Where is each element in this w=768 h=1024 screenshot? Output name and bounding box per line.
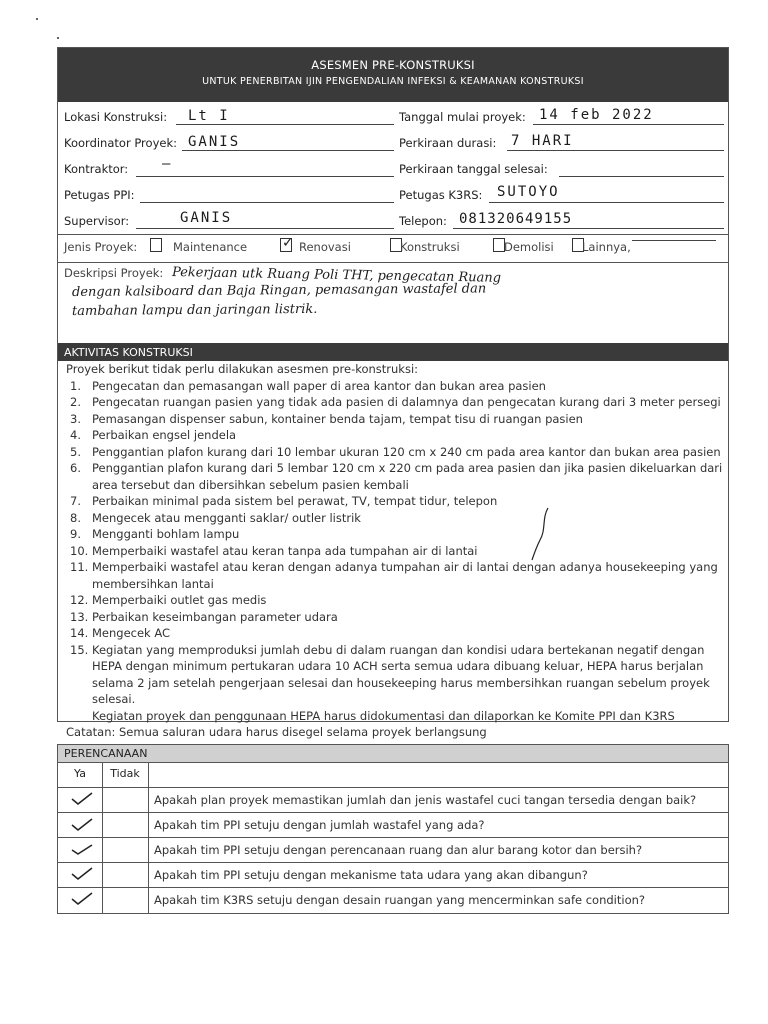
list-item: 2. Pengecatan ruangan pasien yang tidak ada pasien di dalamnya dan pengecatan kurang dari 3 meter persegi	[70, 395, 721, 409]
table-row	[58, 787, 728, 812]
form-header	[58, 48, 728, 102]
check-mark-icon: ✓	[282, 235, 294, 251]
field-lokasi[interactable]	[64, 106, 394, 128]
ya-cell[interactable]	[58, 788, 103, 812]
field-line	[140, 202, 394, 203]
field-tanggal-selesai[interactable]	[399, 158, 724, 180]
ya-cell[interactable]	[58, 838, 103, 862]
field-label: Petugas K3RS:	[399, 188, 483, 202]
question-text: Apakah tim PPI setuju dengan jumlah wastafel yang ada?	[154, 818, 485, 832]
field-line	[533, 124, 724, 125]
list-item: 10. Memperbaiki wastafel atau keran tanpa ada tumpahan air di lantai	[70, 543, 478, 558]
option-renovasi-label: Renovasi	[299, 240, 351, 254]
field-line	[507, 150, 724, 151]
field-value: 081320649155	[459, 211, 573, 227]
tidak-cell[interactable]	[102, 863, 149, 887]
check-mark-icon	[70, 815, 94, 833]
question-text: Apakah plan proyek memastikan jumlah dan jenis wastafel cuci tangan tersedia dengan baik?	[154, 793, 697, 807]
option-konstruksi-label: Konstruksi	[400, 240, 460, 254]
field-line	[489, 202, 724, 203]
field-koordinator[interactable]	[64, 132, 394, 154]
divider	[58, 234, 728, 235]
field-label: Perkiraan tanggal selesai:	[399, 162, 548, 176]
field-value: SUTOYO	[497, 184, 560, 200]
checkbox-maintenance[interactable]	[150, 238, 162, 252]
field-value: GANIS	[188, 134, 241, 150]
ya-cell[interactable]	[58, 863, 103, 887]
table-row	[58, 812, 728, 837]
field-value: –	[162, 156, 173, 172]
field-value: Lt I	[188, 108, 230, 124]
list-item: 9. Mengganti bohlam lampu	[70, 527, 240, 541]
ya-cell[interactable]	[58, 813, 103, 837]
field-value: GANIS	[180, 210, 233, 226]
tidak-cell[interactable]	[102, 838, 149, 862]
field-line	[182, 150, 394, 151]
field-line	[559, 176, 724, 177]
field-label: Perkiraan durasi:	[399, 136, 497, 150]
tidak-cell[interactable]	[102, 888, 149, 913]
tidak-cell[interactable]	[102, 788, 149, 812]
table-row	[58, 887, 728, 913]
column-header-ya: Ya	[74, 767, 86, 780]
field-supervisor[interactable]	[64, 210, 394, 232]
option-maintenance-label: Maintenance	[173, 240, 248, 254]
field-kontraktor[interactable]	[64, 158, 394, 180]
field-label: Koordinator Proyek:	[64, 136, 177, 150]
check-mark-icon	[70, 840, 94, 858]
field-petugas-ppi[interactable]	[64, 184, 394, 206]
field-label: Kontraktor:	[64, 162, 129, 176]
list-item: 14. Mengecek AC	[70, 626, 171, 640]
field-tanggal-mulai[interactable]	[399, 106, 724, 128]
check-mark-icon	[70, 865, 94, 883]
list-item: 4. Perbaikan engsel jendela	[70, 428, 237, 442]
question-text: Apakah tim K3RS setuju dengan desain ruangan yang mencerminkan safe condition?	[154, 893, 645, 907]
field-line	[453, 228, 724, 229]
aktivitas-list	[66, 378, 726, 708]
perencanaan-title: PERENCANAAN	[64, 747, 148, 760]
handwritten-line: dengan kalsiboard dan Baja Ringan, pemasangan wastafel dan	[71, 281, 487, 300]
checkbox-renovasi[interactable]	[280, 235, 294, 252]
form-subtitle: UNTUK PENERBITAN IJIN PENGENDALIAN INFEKSI & KEAMANAN KONSTRUKSI	[202, 76, 584, 87]
list-item: 1. Pengecatan dan pemasangan wall paper di area kantor dan bukan area pasien	[70, 378, 546, 393]
aktivitas-catatan: Catatan: Semua saluran udara harus disegel selama proyek berlangsung	[66, 725, 487, 739]
table-header-row	[58, 762, 728, 787]
field-value: 14 feb 2022	[539, 107, 654, 123]
column-header-tidak: Tidak	[110, 767, 140, 780]
deskripsi-label: Deskripsi Proyek:	[64, 266, 164, 280]
option-demolisi-label: Demolisi	[504, 240, 554, 254]
aktivitas-title: AKTIVITAS KONSTRUKSI	[64, 346, 193, 359]
field-line	[176, 124, 394, 125]
field-telepon[interactable]	[399, 210, 724, 232]
ya-cell[interactable]	[58, 888, 103, 913]
list-item: 13. Perbaikan keseimbangan parameter udara	[70, 609, 338, 624]
list-item: 5. Penggantian plafon kurang dari 10 lembar ukuran 120 cm x 240 cm pada area kantor dan bukan area pasien	[70, 444, 721, 459]
field-label: Supervisor:	[64, 214, 130, 228]
check-mark-icon	[70, 890, 94, 908]
aktivitas-intro: Proyek berikut tidak perlu dilakukan asesmen pre-konstruksi:	[66, 362, 419, 376]
question-text: Apakah tim PPI setuju dengan perencanaan ruang dan alur barang kotor dan bersih?	[154, 843, 643, 857]
jenis-proyek-row	[64, 235, 724, 258]
scan-speck	[57, 37, 59, 39]
lainnya-blank-line	[632, 240, 716, 241]
list-item: 11. Memperbaiki wastafel atau keran dengan adanya tumpahan air di lantai dengan adanya housekeeping yang membersihkan lantai	[70, 560, 718, 591]
field-value: 7 HARI	[511, 133, 574, 149]
perencanaan-title-bar	[58, 745, 728, 762]
field-label: Petugas PPI:	[64, 188, 135, 202]
table-row	[58, 862, 728, 887]
scan-speck	[36, 18, 38, 20]
deskripsi-proyek[interactable]	[64, 266, 724, 328]
form-title: ASESMEN PRE-KONSTRUKSI	[311, 58, 475, 72]
handwritten-line: Pekerjaan utk Ruang Poli THT, pengecatan Ruang	[171, 265, 502, 286]
field-durasi[interactable]	[399, 132, 724, 154]
jenis-proyek-label: Jenis Proyek:	[64, 240, 138, 254]
pen-stroke-mark	[526, 506, 556, 562]
table-row	[58, 837, 728, 862]
field-petugas-k3rs[interactable]	[399, 184, 724, 206]
field-line	[136, 228, 394, 229]
list-item: 6. Penggantian plafon kurang dari 5 lembar 120 cm x 220 cm pada area pasien dan jika pasien dikeluarkan dari area tersebut dan dibersihkan sebelum pasien kembali	[70, 461, 723, 492]
list-item: 12. Memperbaiki outlet gas medis	[70, 593, 267, 607]
aktivitas-title-bar	[58, 343, 728, 361]
list-item: 8. Mengecek atau mengganti saklar/ outler listrik	[70, 510, 361, 525]
field-label: Lokasi Konstruksi:	[64, 110, 168, 124]
assessment-form	[57, 47, 729, 739]
list-item: 15. Kegiatan yang memproduksi jumlah debu di dalam ruangan dan kondisi udara bertekanan negatif dengan HEPA dengan minimum pertukaran udara 10 ACH serta semua udara dibuang keluar, HEPA harus berjalan selama 2 jam setelah pengerjaan selesai dan housekeeping harus membersihkan ruangan sebelum proyek selesai.	[70, 642, 710, 706]
question-text: Apakah tim PPI setuju dengan mekanisme tata udara yang akan dibangun?	[154, 868, 588, 882]
perencanaan-table	[57, 744, 729, 914]
aktivitas-list-block	[66, 361, 726, 741]
check-mark-icon	[70, 790, 94, 808]
divider	[58, 262, 728, 263]
handwritten-line: tambahan lampu dan jaringan listrik.	[71, 301, 318, 319]
option-lainnya-label: Lainnya,	[582, 240, 631, 254]
aktivitas-note: Kegiatan proyek dan penggunaan HEPA harus didokumentasi dan dilaporkan ke Komite PPI dan K3RS	[92, 708, 675, 723]
tidak-cell[interactable]	[102, 813, 149, 837]
list-item: 7. Perbaikan minimal pada sistem bel perawat, TV, tempat tidur, telepon	[70, 494, 498, 508]
list-item: 3. Pemasangan dispenser sabun, kontainer benda tajam, tempat tisu di ruangan pasien	[70, 411, 583, 426]
field-label: Tanggal mulai proyek:	[399, 110, 526, 124]
field-line	[136, 176, 394, 177]
field-label: Telepon:	[399, 214, 447, 228]
